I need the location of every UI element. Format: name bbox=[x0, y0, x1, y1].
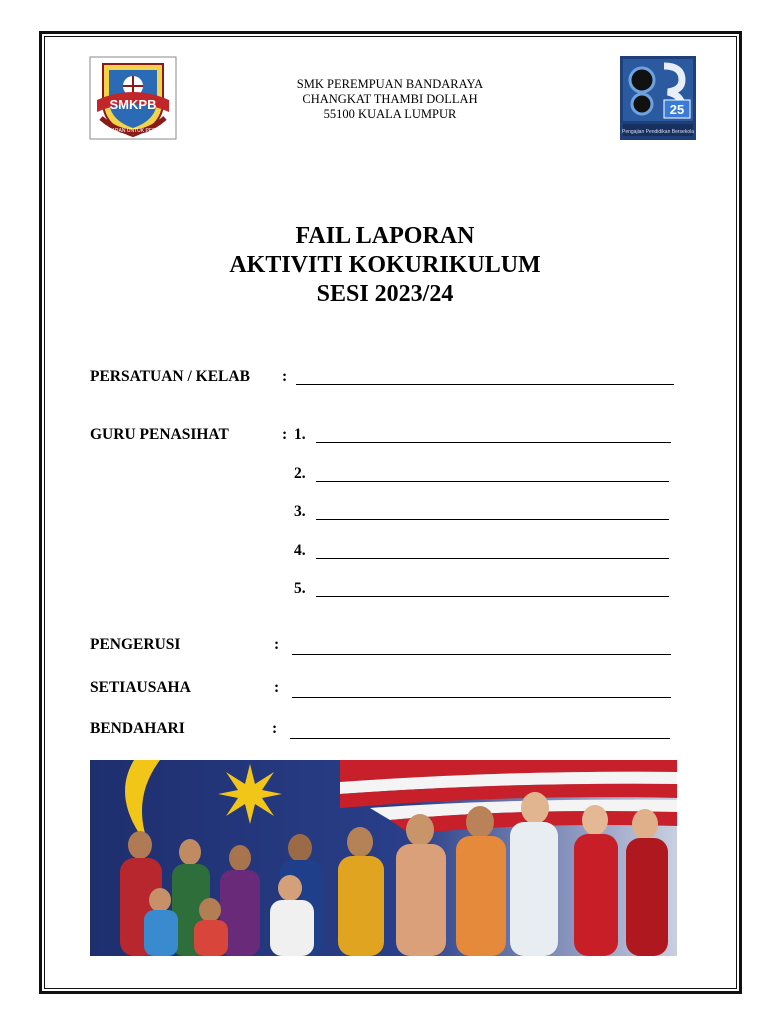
bendahari-label: BENDAHARI bbox=[90, 720, 185, 737]
guru-field-line-1[interactable] bbox=[316, 442, 671, 443]
malaysia-people-flag-banner bbox=[90, 760, 677, 956]
school-crest-logo bbox=[89, 56, 177, 140]
setiausaha-label: SETIAUSAHA bbox=[90, 679, 191, 696]
guru-number-5: 5. bbox=[294, 580, 306, 597]
guru-number-3: 3. bbox=[294, 503, 306, 520]
guru-field-line-4[interactable] bbox=[316, 558, 669, 559]
guru-field-line-5[interactable] bbox=[316, 596, 669, 597]
crest-motto: PELAJARAN UNTUK PERANAN bbox=[96, 128, 170, 134]
anniversary-logo bbox=[620, 56, 696, 140]
guru-number-2: 2. bbox=[294, 465, 306, 482]
pengerusi-label: PENGERUSI bbox=[90, 636, 181, 653]
guru-number-4: 4. bbox=[294, 542, 306, 559]
persatuan-colon: : bbox=[282, 368, 288, 385]
school-name: SMK PEREMPUAN BANDARAYA bbox=[296, 77, 484, 91]
guru-number-1: 1. bbox=[294, 426, 306, 443]
document-title bbox=[160, 222, 610, 309]
persatuan-field-line[interactable] bbox=[296, 384, 674, 385]
setiausaha-colon: : bbox=[274, 679, 280, 696]
pengerusi-field-line[interactable] bbox=[292, 654, 671, 655]
school-address-header bbox=[240, 77, 540, 122]
logo-caption: Pengajian Pendidikan Bersekola bbox=[622, 129, 694, 135]
guru-label: GURU PENASIHAT bbox=[90, 426, 229, 443]
bendahari-field-line[interactable] bbox=[290, 738, 670, 739]
guru-field-line-3[interactable] bbox=[316, 519, 669, 520]
crest-text: SMKPB bbox=[109, 97, 157, 112]
persatuan-label: PERSATUAN / KELAB bbox=[90, 368, 250, 385]
school-street: CHANGKAT THAMBI DOLLAH bbox=[302, 92, 478, 106]
setiausaha-field-line[interactable] bbox=[292, 697, 671, 698]
title-line-3: SESI 2023/24 bbox=[316, 281, 454, 307]
title-line-1: FAIL LAPORAN bbox=[295, 223, 475, 249]
title-line-2: AKTIVITI KOKURIKULUM bbox=[229, 252, 541, 278]
logo-number: 25 bbox=[669, 102, 685, 117]
guru-colon: : bbox=[282, 426, 288, 443]
pengerusi-colon: : bbox=[274, 636, 280, 653]
guru-field-line-2[interactable] bbox=[316, 481, 669, 482]
bendahari-colon: : bbox=[272, 720, 278, 737]
school-city: 55100 KUALA LUMPUR bbox=[323, 107, 457, 121]
